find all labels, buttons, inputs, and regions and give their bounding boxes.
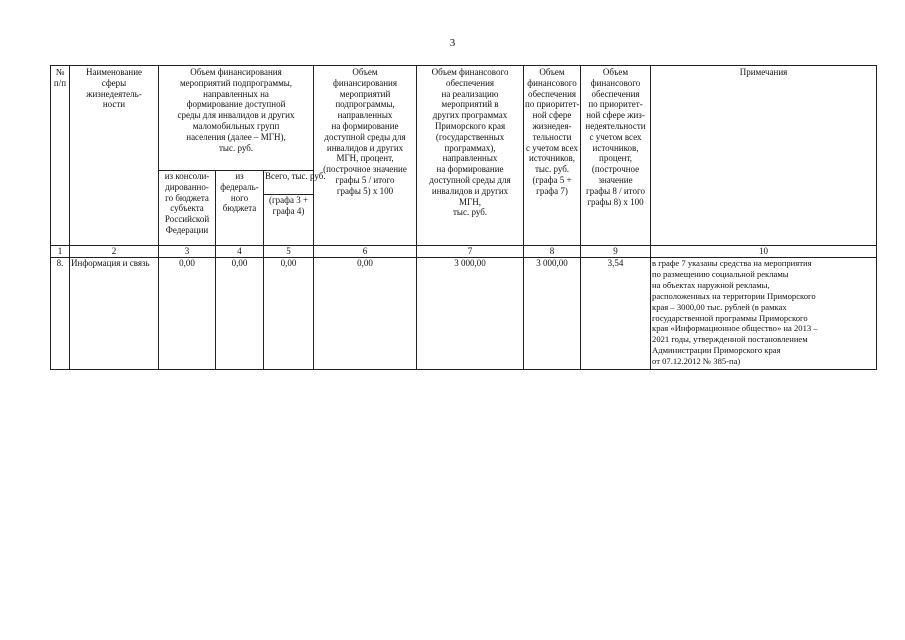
row-col6: 0,00 — [314, 258, 417, 370]
column-number: 2 — [70, 246, 159, 258]
text-line: графы 8 / итого — [586, 185, 645, 196]
text-line: субъекта — [170, 203, 204, 214]
text-line: формирование доступной — [186, 99, 286, 110]
text-line: Объем финансирования — [190, 67, 282, 77]
text-line: источников, — [529, 153, 575, 164]
text-line: направленных — [442, 153, 498, 164]
text-line: финансового — [590, 77, 641, 88]
text-line: направленных на — [203, 88, 269, 99]
text-line: графа 4) — [272, 205, 305, 216]
row-name: Информация и связь — [70, 258, 159, 370]
text-line: тельности — [532, 131, 572, 142]
text-line: жизнедея- — [532, 120, 572, 131]
header-col9 — [581, 66, 651, 246]
row-col9: 3,54 — [581, 258, 651, 370]
text-line: расположенных на территории Приморского — [652, 290, 816, 301]
header-col2 — [70, 66, 159, 246]
text-line: Объем — [602, 67, 629, 77]
text-line: Администрации Приморского края — [652, 345, 781, 356]
text-line: финансового — [527, 77, 577, 88]
text-line: дированно- — [165, 181, 209, 192]
header-row-1 — [51, 66, 877, 171]
text-line: Российской — [164, 214, 210, 225]
text-line: (построчное — [591, 164, 640, 175]
row-note — [651, 258, 877, 370]
text-line: инвалидов и других — [326, 142, 404, 153]
text-line: из — [235, 171, 244, 181]
text-line: жизнедеятель- — [86, 88, 142, 99]
text-line: федераль- — [220, 181, 259, 192]
text-line: мероприятий подпрограммы, — [179, 77, 293, 88]
text-line: направленных — [337, 110, 393, 121]
row-col5: 0,00 — [264, 258, 314, 370]
text-line: (построчное значение — [323, 164, 407, 175]
text-line: на формирование — [436, 164, 504, 175]
text-line: Наименование — [85, 67, 143, 77]
column-number: 5 — [264, 246, 314, 258]
row-col8: 3 000,00 — [524, 258, 581, 370]
text-line: Объем финансового — [431, 67, 509, 77]
text-line: графа 7) — [536, 185, 568, 196]
text-line: на реализацию — [441, 88, 499, 99]
row-col4: 0,00 — [216, 258, 264, 370]
column-number: 3 — [159, 246, 216, 258]
text-line: Объем — [539, 67, 565, 77]
text-line: 2021 годы, утвержденной постановлением — [652, 334, 808, 345]
row-num: 8. — [51, 258, 70, 370]
text-line: края – 3000,00 тыс. рублей (в рамках — [652, 301, 787, 312]
text-line: с учетом всех — [526, 142, 579, 153]
text-line: го бюджета — [165, 192, 209, 203]
text-line: края «Информационное общество» на 2013 – — [652, 323, 818, 334]
text-line: Федерации — [165, 224, 209, 235]
text-line: ности — [102, 99, 126, 110]
text-line: графы 5) х 100 — [336, 185, 394, 196]
text-line: тыс. руб. — [534, 164, 570, 175]
header-col8 — [524, 66, 581, 246]
text-line: с учетом всех — [589, 131, 642, 142]
header-col7 — [417, 66, 524, 246]
header-col6 — [314, 66, 417, 246]
text-line: ного — [230, 192, 249, 203]
text-line: Примечания — [739, 67, 788, 77]
text-line: (государственных — [435, 131, 505, 142]
row-col7: 3 000,00 — [417, 258, 524, 370]
text-line: графы 8) х 100 — [587, 196, 644, 207]
text-line: государственной программы Приморского — [652, 312, 808, 323]
text-line: бюджета — [222, 203, 257, 214]
text-line: по размещению социальной рекламы — [652, 268, 789, 279]
text-line: сферы — [101, 77, 127, 88]
header-col10 — [651, 66, 877, 246]
text-line: № — [55, 67, 65, 77]
column-number-row — [51, 246, 877, 258]
financing-table — [50, 65, 877, 370]
text-line: доступной среды для — [324, 131, 406, 142]
text-line: процент, — [599, 153, 632, 164]
text-line: мероприятий — [339, 88, 391, 99]
text-line: других программах — [432, 110, 508, 121]
text-line: по приоритет- — [525, 99, 580, 110]
text-line: п/п — [53, 77, 67, 88]
text-line: недеятельности — [585, 120, 646, 131]
header-col5-bottom — [264, 195, 314, 246]
text-line: инвалидов и других — [431, 185, 509, 196]
column-number: 7 — [417, 246, 524, 258]
text-line: (графа 5 + — [532, 174, 572, 185]
column-number: 8 — [524, 246, 581, 258]
text-line: по приоритет- — [588, 99, 643, 110]
text-line: тыс. руб. — [452, 207, 488, 218]
text-line: подпрограммы, — [335, 99, 395, 110]
text-line: на объектах наружной рекламы, — [652, 279, 770, 290]
text-line: Приморского края — [434, 120, 506, 131]
text-line: Объем — [352, 67, 378, 77]
table-row — [51, 258, 877, 370]
column-number: 1 — [51, 246, 70, 258]
text-line: ной сфере жиз- — [586, 110, 645, 121]
row-col3: 0,00 — [159, 258, 216, 370]
text-line: финансирования — [333, 77, 397, 88]
text-line: обеспечения — [527, 88, 577, 99]
text-line: населения (далее – МГН), — [186, 131, 286, 142]
text-line: обеспечения — [445, 77, 495, 88]
page-number: 3 — [449, 37, 456, 49]
text-line: от 07.12.2012 № 385-па) — [652, 356, 741, 367]
header-col5-top: Всего, тыс. руб. — [264, 171, 314, 195]
text-line: среды для инвалидов и других — [177, 110, 295, 121]
text-line: из консоли- — [164, 171, 210, 181]
text-line: доступной среды для — [429, 174, 511, 185]
text-line: в графе 7 указаны средства на мероприятия — [652, 258, 812, 268]
text-line: мероприятий в — [441, 99, 499, 110]
text-line: программах), — [444, 142, 496, 153]
text-line: маломобильных групп — [192, 120, 280, 131]
text-line: (графа 3 + — [268, 195, 309, 205]
column-number: 4 — [216, 246, 264, 258]
header-group-3-5 — [159, 66, 314, 171]
column-number: 6 — [314, 246, 417, 258]
text-line: тыс. руб. — [218, 142, 254, 153]
text-line: ной сфере — [532, 110, 572, 121]
text-line: графы 5 / итого — [335, 174, 395, 185]
text-line: на формирование — [331, 120, 399, 131]
column-number: 9 — [581, 246, 651, 258]
header-col4 — [216, 171, 264, 246]
text-line: значение — [598, 174, 633, 185]
header-col1 — [51, 66, 70, 246]
header-col3 — [159, 171, 216, 246]
text-line: МГН, процент, — [336, 153, 394, 164]
text-line: обеспечения — [591, 88, 640, 99]
text-line: источников, — [592, 142, 639, 153]
column-number: 10 — [651, 246, 877, 258]
text-line: МГН, — [459, 196, 481, 207]
